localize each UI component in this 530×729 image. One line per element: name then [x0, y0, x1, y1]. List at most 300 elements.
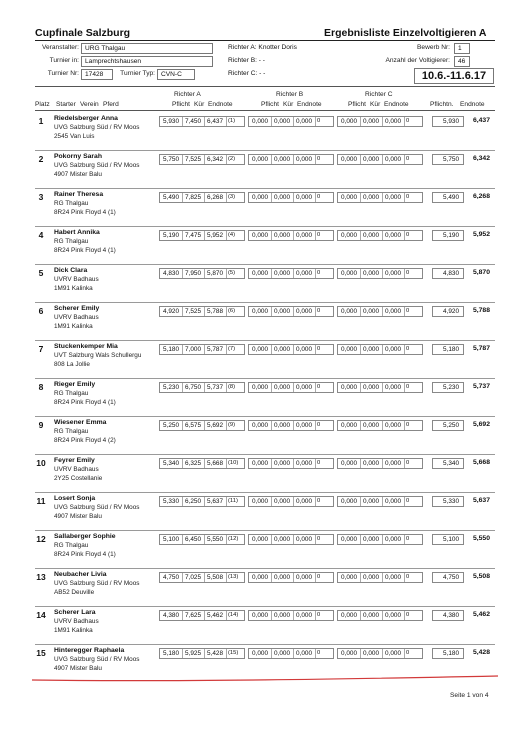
- judge-c-pflicht: 0,000: [341, 422, 357, 429]
- row-club: UVRV Badhaus: [54, 314, 99, 321]
- judge-b-end: 0,000: [296, 156, 312, 163]
- judge-a-kuer: 7,475: [185, 232, 201, 239]
- row-divider: [35, 226, 495, 227]
- judge-c-rank: 0: [406, 156, 410, 162]
- row-pflichtn: 4,920: [432, 306, 464, 317]
- judge-c-pflicht: 0,000: [341, 270, 357, 277]
- judge-b-kuer: 0,000: [274, 156, 290, 163]
- judge-b-end: 0,000: [296, 118, 312, 125]
- judge-c-pflicht: 0,000: [341, 574, 357, 581]
- event-dates: 10.6.-11.6.17: [414, 68, 494, 84]
- judge-b-pflicht: 0,000: [252, 308, 268, 315]
- row-divider: [35, 606, 495, 607]
- judge-c-rank: 0: [406, 308, 410, 314]
- judge-a-end: 5,787: [207, 346, 223, 353]
- judge-b-rank: 0: [317, 574, 321, 580]
- judge-a-end: 6,437: [207, 118, 223, 125]
- row-pflichtn: 5,750: [432, 154, 464, 165]
- table-row: [0, 456, 530, 494]
- row-rank: 6: [38, 306, 44, 316]
- col-starter: Starter: [56, 101, 76, 108]
- judge-a-pflicht: 5,180: [163, 346, 179, 353]
- venue-label: Turnier in:: [49, 57, 79, 64]
- judge-c-kuer: 0,000: [363, 498, 379, 505]
- table-row: [0, 152, 530, 190]
- col-verein: Verein: [80, 101, 99, 108]
- col-platz: Platz: [35, 101, 50, 108]
- col-pflichtn: Pflichtn.: [430, 101, 454, 108]
- judge-c-kuer: 0,000: [363, 460, 379, 467]
- row-club: UVG Salzburg Süd / RV Moos: [54, 162, 140, 169]
- table-row: [0, 532, 530, 570]
- judge-c-pflicht: 0,000: [341, 498, 357, 505]
- judge-a-rank: (6): [228, 308, 236, 314]
- row-horse: 808 La Jollie: [54, 361, 90, 368]
- row-pflichtn: 4,750: [432, 572, 464, 583]
- judge-a-kuer: 6,325: [185, 460, 201, 467]
- row-horse: AB52 Deuville: [54, 589, 95, 596]
- judge-b-kuer: 0,000: [274, 384, 290, 391]
- judge-c-rank: 0: [406, 650, 410, 656]
- row-horse: 8R24 Pink Floyd 4 (1): [54, 399, 116, 406]
- judge-b-rank: 0: [317, 460, 321, 466]
- row-horse: 1M91 Kalinka: [54, 627, 93, 634]
- row-divider: [35, 188, 495, 189]
- judge-c-kuer: 0,000: [363, 422, 379, 429]
- col-judge-a: Richter A: [174, 91, 201, 98]
- row-rank: 15: [36, 648, 46, 658]
- judge-a-pflicht: 5,250: [163, 422, 179, 429]
- judge-b-kuer: 0,000: [274, 460, 290, 467]
- judge-a-kuer: 7,025: [185, 574, 201, 581]
- judge-a-pflicht: 5,330: [163, 498, 179, 505]
- judge-a-rank: (2): [228, 156, 236, 162]
- judge-b-pflicht: 0,000: [252, 498, 268, 505]
- row-endnote: 5,692: [472, 421, 490, 428]
- col-c-pflicht: Pflicht: [348, 101, 366, 108]
- judge-a-pflicht: 4,750: [163, 574, 179, 581]
- judge-a-pflicht: 5,230: [163, 384, 179, 391]
- row-starter-name: Riedelsberger Anna: [54, 115, 118, 122]
- row-divider: [35, 454, 495, 455]
- table-row: [0, 304, 530, 342]
- row-starter-name: Scherer Lara: [54, 609, 96, 616]
- judge-c-end: 0,000: [385, 574, 401, 581]
- row-starter-name: Losert Sonja: [54, 495, 96, 502]
- row-horse: 1M91 Kalinka: [54, 285, 93, 292]
- judge-b-pflicht: 0,000: [252, 232, 268, 239]
- judge-a-pflicht: 5,190: [163, 232, 179, 239]
- judge-c-end: 0,000: [385, 346, 401, 353]
- judge-a-end: 5,462: [207, 612, 223, 619]
- organizer-label: Veranstalter:: [41, 44, 79, 51]
- judge-a-rank: (8): [228, 384, 236, 390]
- judge-a-end: 5,637: [207, 498, 223, 505]
- row-club: RG Thalgau: [54, 390, 89, 397]
- table-row: [0, 342, 530, 380]
- col-judge-c: Richter C: [365, 91, 393, 98]
- judge-a-end: 5,692: [207, 422, 223, 429]
- row-endnote: 6,342: [472, 155, 490, 162]
- row-starter-name: Neubacher Livia: [54, 571, 107, 578]
- judge-c-end: 0,000: [385, 232, 401, 239]
- competition-no-field: 1: [454, 43, 470, 54]
- row-starter-name: Pokorny Sarah: [54, 153, 102, 160]
- judge-c-end: 0,000: [385, 498, 401, 505]
- row-rank: 3: [38, 192, 44, 202]
- judge-b-pflicht: 0,000: [252, 650, 268, 657]
- table-row: [0, 570, 530, 608]
- judge-b-end: 0,000: [296, 346, 312, 353]
- judge-a-rank: (9): [228, 422, 236, 428]
- judge-c-rank: 0: [406, 460, 410, 466]
- row-rank: 5: [38, 268, 44, 278]
- page-number: Seite 1 von 4: [450, 692, 489, 699]
- row-rank: 9: [38, 420, 44, 430]
- judge-a-end: 5,550: [207, 536, 223, 543]
- judge-c-rank: 0: [406, 346, 410, 352]
- judge-b-end: 0,000: [296, 460, 312, 467]
- row-horse: 8R24 Pink Floyd 4 (1): [54, 551, 116, 558]
- row-endnote: 5,788: [472, 307, 490, 314]
- row-pflichtn: 5,180: [432, 648, 464, 659]
- judge-a-end: 6,268: [207, 194, 223, 201]
- row-endnote: 5,870: [472, 269, 490, 276]
- judge-c-end: 0,000: [385, 422, 401, 429]
- judge-a-pflicht: 5,490: [163, 194, 179, 201]
- judge-c-kuer: 0,000: [363, 308, 379, 315]
- judge-b-end: 0,000: [296, 498, 312, 505]
- row-club: UVG Salzburg Süd / RV Moos: [54, 124, 140, 131]
- row-starter-name: Rainer Theresa: [54, 191, 104, 198]
- judge-c-rank: 0: [406, 574, 410, 580]
- row-divider: [35, 340, 495, 341]
- judge-b-rank: 0: [317, 384, 321, 390]
- judge-a-rank: (4): [228, 232, 236, 238]
- judge-b-rank: 0: [317, 346, 321, 352]
- col-pferd: Pferd: [103, 101, 119, 108]
- tournament-no-field: 17428: [81, 69, 113, 80]
- judge-a-rank: (15): [228, 650, 239, 656]
- judge-a-kuer: 7,950: [185, 270, 201, 277]
- judge-b-rank: 0: [317, 536, 321, 542]
- judge-c-kuer: 0,000: [363, 232, 379, 239]
- row-rank: 2: [38, 154, 44, 164]
- judge-c-kuer: 0,000: [363, 612, 379, 619]
- row-horse: 1M91 Kalinka: [54, 323, 93, 330]
- judge-a-end: 6,342: [207, 156, 223, 163]
- judge-c-pflicht: 0,000: [341, 118, 357, 125]
- row-rank: 14: [36, 610, 46, 620]
- judge-a-kuer: 5,925: [185, 650, 201, 657]
- judge-c-rank: 0: [406, 270, 410, 276]
- judge-a: Richter A: Knotter Doris: [228, 44, 297, 51]
- row-pflichtn: 5,250: [432, 420, 464, 431]
- list-title: Ergebnisliste Einzelvoltigieren A: [324, 27, 487, 39]
- col-a-pflicht: Pflicht: [172, 101, 190, 108]
- judge-b-rank: 0: [317, 612, 321, 618]
- judge-a-rank: (14): [228, 612, 239, 618]
- table-row: [0, 228, 530, 266]
- judge-a-pflicht: 4,380: [163, 612, 179, 619]
- row-starter-name: Wiesener Emma: [54, 419, 107, 426]
- judge-a-rank: (3): [228, 194, 236, 200]
- judge-c-pflicht: 0,000: [341, 232, 357, 239]
- row-starter-name: Sallaberger Sophie: [54, 533, 116, 540]
- judge-b-end: 0,000: [296, 270, 312, 277]
- row-club: UVRV Badhaus: [54, 276, 99, 283]
- row-endnote: 5,550: [472, 535, 490, 542]
- row-club: UVRV Badhaus: [54, 466, 99, 473]
- event-title: Cupfinale Salzburg: [35, 27, 131, 39]
- judge-a-kuer: 7,525: [185, 308, 201, 315]
- judge-c-end: 0,000: [385, 650, 401, 657]
- row-horse: 8R24 Pink Floyd 4 (1): [54, 247, 116, 254]
- tournament-type-field: CVN-C: [157, 69, 195, 80]
- judge-a-pflicht: 5,100: [163, 536, 179, 543]
- table-row: [0, 266, 530, 304]
- judge-c-pflicht: 0,000: [341, 346, 357, 353]
- judge-a-rank: (11): [228, 498, 238, 504]
- row-starter-name: Habert Annika: [54, 229, 100, 236]
- judge-c-kuer: 0,000: [363, 156, 379, 163]
- row-rank: 4: [38, 230, 44, 240]
- row-divider: [35, 378, 495, 379]
- judge-b-rank: 0: [317, 232, 321, 238]
- row-club: RG Thalgau: [54, 238, 89, 245]
- row-horse: 2Y25 Costellanie: [54, 475, 103, 482]
- judge-c-rank: 0: [406, 422, 410, 428]
- row-pflichtn: 4,830: [432, 268, 464, 279]
- judge-a-end: 5,788: [207, 308, 223, 315]
- judge-b-kuer: 0,000: [274, 574, 290, 581]
- organizer-field: URG Thalgau: [81, 43, 213, 54]
- judge-c-kuer: 0,000: [363, 536, 379, 543]
- col-b-endnote: Endnote: [297, 101, 322, 108]
- judge-c-pflicht: 0,000: [341, 194, 357, 201]
- judge-b-pflicht: 0,000: [252, 194, 268, 201]
- judge-c-end: 0,000: [385, 536, 401, 543]
- judge-a-kuer: 7,625: [185, 612, 201, 619]
- judge-b-end: 0,000: [296, 650, 312, 657]
- judge-b-end: 0,000: [296, 232, 312, 239]
- row-horse: 4907 Mister Balu: [54, 665, 102, 672]
- judge-c-end: 0,000: [385, 270, 401, 277]
- judge-b-end: 0,000: [296, 194, 312, 201]
- row-pflichtn: 5,180: [432, 344, 464, 355]
- col-a-endnote: Endnote: [208, 101, 233, 108]
- judge-c-end: 0,000: [385, 156, 401, 163]
- judge-c-kuer: 0,000: [363, 650, 379, 657]
- row-divider: [35, 150, 495, 151]
- row-endnote: 5,462: [472, 611, 490, 618]
- venue-field: Lamprechtshausen: [81, 56, 213, 67]
- row-rank: 8: [38, 382, 44, 392]
- table-row: [0, 494, 530, 532]
- judge-b-rank: 0: [317, 194, 321, 200]
- row-divider: [35, 492, 495, 493]
- judge-b-rank: 0: [317, 498, 321, 504]
- row-divider: [35, 530, 495, 531]
- judge-b-pflicht: 0,000: [252, 612, 268, 619]
- row-starter-name: Stuckenkemper Mia: [54, 343, 118, 350]
- judge-a-kuer: 6,750: [185, 384, 201, 391]
- row-endnote: 6,437: [472, 117, 490, 124]
- judge-b-rank: 0: [317, 308, 321, 314]
- judge-a-kuer: 7,525: [185, 156, 201, 163]
- row-starter-name: Feyrer Emily: [54, 457, 95, 464]
- row-pflichtn: 5,330: [432, 496, 464, 507]
- judge-c-kuer: 0,000: [363, 574, 379, 581]
- header-rule: [35, 40, 495, 41]
- judge-b-end: 0,000: [296, 574, 312, 581]
- row-starter-name: Rieger Emily: [54, 381, 96, 388]
- competition-no-label: Bewerb Nr:: [417, 44, 450, 51]
- judge-b-kuer: 0,000: [274, 194, 290, 201]
- judge-c-kuer: 0,000: [363, 270, 379, 277]
- judge-a-kuer: 6,575: [185, 422, 201, 429]
- judge-b-rank: 0: [317, 270, 321, 276]
- row-divider: [35, 264, 495, 265]
- col-judge-b: Richter B: [276, 91, 304, 98]
- row-club: RG Thalgau: [54, 200, 89, 207]
- judge-a-pflicht: 4,920: [163, 308, 179, 315]
- judge-b-kuer: 0,000: [274, 422, 290, 429]
- judge-b: Richter B: - -: [228, 57, 266, 64]
- col-b-kuer: Kür: [283, 101, 294, 108]
- judge-a-rank: (13): [228, 574, 239, 580]
- row-starter-name: Scherer Emily: [54, 305, 100, 312]
- row-pflichtn: 4,380: [432, 610, 464, 621]
- row-pflichtn: 5,930: [432, 116, 464, 127]
- row-club: RG Thalgau: [54, 428, 89, 435]
- judge-c-kuer: 0,000: [363, 346, 379, 353]
- tournament-type-label: Turnier Typ:: [120, 70, 155, 77]
- table-row: [0, 608, 530, 646]
- judge-c-pflicht: 0,000: [341, 460, 357, 467]
- judge-a-end: 5,737: [207, 384, 223, 391]
- judge-a-kuer: 7,000: [185, 346, 201, 353]
- red-underline-mark: [30, 672, 500, 686]
- judge-c-kuer: 0,000: [363, 384, 379, 391]
- row-rank: 13: [36, 572, 46, 582]
- judge-b-rank: 0: [317, 118, 321, 124]
- judge-b-pflicht: 0,000: [252, 270, 268, 277]
- row-pflichtn: 5,230: [432, 382, 464, 393]
- judge-a-end: 5,428: [207, 650, 223, 657]
- judge-a-rank: (10): [228, 460, 239, 466]
- row-horse: 8R24 Pink Floyd 4 (1): [54, 209, 116, 216]
- table-row: [0, 190, 530, 228]
- judge-a-pflicht: 5,180: [163, 650, 179, 657]
- judge-a-end: 5,952: [207, 232, 223, 239]
- row-divider: [35, 568, 495, 569]
- row-rank: 11: [36, 496, 46, 506]
- judge-b-kuer: 0,000: [274, 498, 290, 505]
- judge-b-pflicht: 0,000: [252, 422, 268, 429]
- row-pflichtn: 5,190: [432, 230, 464, 241]
- col-a-kuer: Kür: [194, 101, 205, 108]
- judge-a-rank: (1): [228, 118, 236, 124]
- row-divider: [35, 302, 495, 303]
- table-row: [0, 418, 530, 456]
- row-rank: 7: [38, 344, 44, 354]
- judge-c-end: 0,000: [385, 460, 401, 467]
- row-horse: 2545 Van Luis: [54, 133, 95, 140]
- judge-a-end: 5,668: [207, 460, 223, 467]
- judge-a-pflicht: 4,830: [163, 270, 179, 277]
- row-club: UVG Salzburg Süd / RV Moos: [54, 656, 140, 663]
- judge-c-rank: 0: [406, 384, 410, 390]
- row-horse: 8R24 Pink Floyd 4 (2): [54, 437, 116, 444]
- judge-b-end: 0,000: [296, 384, 312, 391]
- judge-b-pflicht: 0,000: [252, 460, 268, 467]
- judge-b-kuer: 0,000: [274, 536, 290, 543]
- row-club: UVT Salzburg Wals Schullergu: [54, 352, 142, 359]
- judge-a-kuer: 7,825: [185, 194, 201, 201]
- judge-b-rank: 0: [317, 156, 321, 162]
- row-pflichtn: 5,100: [432, 534, 464, 545]
- judge-a-rank: (5): [228, 270, 236, 276]
- row-endnote: 5,952: [472, 231, 490, 238]
- row-divider: [35, 644, 495, 645]
- judge-c-rank: 0: [406, 194, 410, 200]
- header-bottom-rule: [35, 86, 495, 87]
- judge-c-end: 0,000: [385, 118, 401, 125]
- judge-b-kuer: 0,000: [274, 650, 290, 657]
- judge-a-pflicht: 5,930: [163, 118, 179, 125]
- judge-b-end: 0,000: [296, 612, 312, 619]
- judge-c-kuer: 0,000: [363, 194, 379, 201]
- row-pflichtn: 5,340: [432, 458, 464, 469]
- judge-a-kuer: 6,250: [185, 498, 201, 505]
- row-rank: 1: [38, 116, 44, 126]
- judge-c-rank: 0: [406, 498, 410, 504]
- row-endnote: 5,737: [472, 383, 490, 390]
- judge-b-rank: 0: [317, 650, 321, 656]
- judge-b-end: 0,000: [296, 308, 312, 315]
- row-horse: 4907 Mister Balu: [54, 513, 102, 520]
- row-endnote: 5,508: [472, 573, 490, 580]
- judge-c-end: 0,000: [385, 384, 401, 391]
- table-row: [0, 114, 530, 152]
- row-rank: 12: [36, 534, 46, 544]
- judge-b-kuer: 0,000: [274, 118, 290, 125]
- row-club: UVRV Badhaus: [54, 618, 99, 625]
- judge-a-kuer: 6,450: [185, 536, 201, 543]
- judge-a-rank: (12): [228, 536, 239, 542]
- judge-c: Richter C: - -: [228, 70, 266, 77]
- judge-c-rank: 0: [406, 118, 410, 124]
- judge-c-pflicht: 0,000: [341, 536, 357, 543]
- judge-c-end: 0,000: [385, 308, 401, 315]
- judge-b-end: 0,000: [296, 422, 312, 429]
- judge-c-end: 0,000: [385, 194, 401, 201]
- judge-a-kuer: 7,450: [185, 118, 201, 125]
- row-starter-name: Dick Clara: [54, 267, 88, 274]
- judge-b-kuer: 0,000: [274, 308, 290, 315]
- judge-c-kuer: 0,000: [363, 118, 379, 125]
- judge-a-rank: (7): [228, 346, 236, 352]
- judge-b-pflicht: 0,000: [252, 536, 268, 543]
- judge-b-pflicht: 0,000: [252, 574, 268, 581]
- vaulters-count-field: 46: [454, 56, 470, 67]
- row-endnote: 5,637: [472, 497, 490, 504]
- judge-a-pflicht: 5,750: [163, 156, 179, 163]
- judge-b-end: 0,000: [296, 536, 312, 543]
- judge-b-pflicht: 0,000: [252, 156, 268, 163]
- judge-c-rank: 0: [406, 232, 410, 238]
